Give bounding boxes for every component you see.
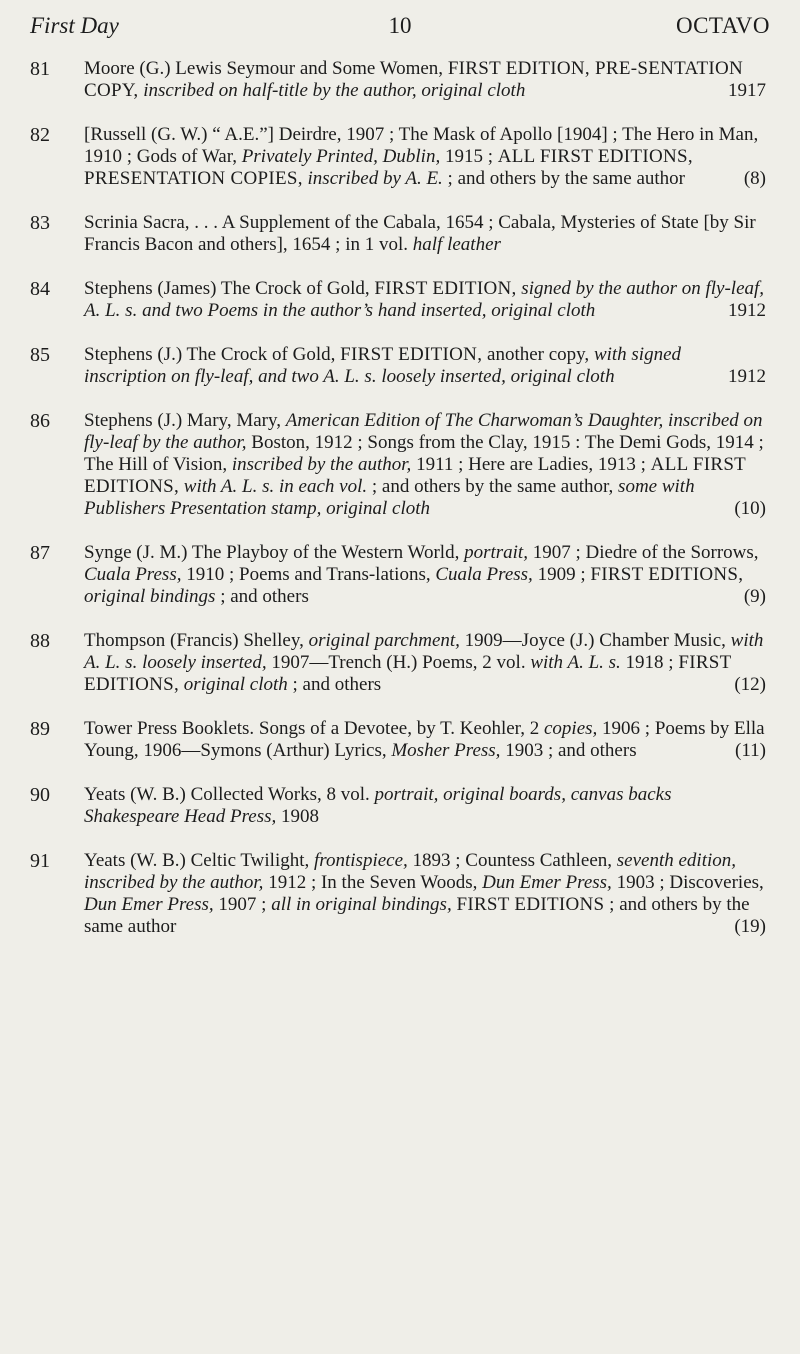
lot-date-or-count: 1912 [728,366,766,387]
lot-entry [0,718,800,762]
lot-number: 88 [30,630,50,652]
lot-number: 86 [30,410,50,432]
lot-text-segment: Yeats (W. B.) Celtic Twilight, [84,850,315,871]
lot-date-or-count: (11) [735,740,766,761]
lot-text-segment: Dun Emer Press, [482,872,612,893]
lot-text-segment: 1893 ; Countess Cathleen, [407,850,617,871]
lot-text-segment: [Russell (G. W.) “ A.E.”] Deirdre, 1907 ; The Mask of Apollo [1904] ; The Hero in Man, 1910 ; Gods of War, [84,124,759,167]
lot-number: 87 [30,542,50,564]
lot-description [84,212,766,256]
lot-text-segment: 1907 ; [213,894,272,915]
lot-text-segment: Dun Emer Press, [84,894,214,915]
header-format: OCTAVO [675,13,770,38]
lot-text-segment: 1918 ; [620,652,679,673]
lot-text-segment: 1907 ; Diedre of the Sorrows, [527,542,759,563]
lot-text-segment: with A. L. s. in each vol. [179,476,368,497]
lot-text-segment: 1911 ; Here are Ladies, 1913 ; [411,454,651,475]
lot-text-segment: Stephens (James) The Crock of Gold, [84,278,375,299]
lot-date-or-count: 1912 [728,300,766,321]
lot-text-segment: Stephens (J.) Mary, Mary, [84,410,286,431]
lot-date-or-count: (10) [734,498,766,519]
lot-text-segment: portrait, original boards, canvas backs [374,784,672,805]
lot-text-segment: ; and others by the same author [442,168,685,189]
lot-description [84,850,766,938]
lot-text-segment: half leather [412,234,501,255]
lot-text-segment: portrait, [464,542,528,563]
lot-date-or-count: (12) [734,674,766,695]
lot-text-segment: FIRST EDITION, PRE-SENTATION COPY, [84,58,744,101]
lot-description [84,718,766,762]
lot-entry [0,784,800,828]
lot-text-segment: frontispiece, [314,850,408,871]
lot-text-segment: seventh edition, inscribed by the author, [84,850,737,893]
page-header [30,6,770,46]
lot-number: 84 [30,278,50,300]
lot-text-segment: 1903 ; and others [500,740,637,761]
lot-text-segment: Privately Printed, Dublin, [241,146,441,167]
lot-text-segment: 1907—Trench (H.) Poems, 2 vol. [266,652,531,673]
lot-description [84,784,766,828]
lot-entry [0,542,800,608]
lot-text-segment: Synge (J. M.) The Playboy of the Western World, [84,542,465,563]
lot-text-segment: ALL FIRST EDITIONS, PRESENTATION COPIES, [84,146,693,189]
lot-text-segment: 1906 ; Poems by Ella Young, 1906—Symons (Arthur) Lyrics, [84,718,765,761]
lot-text-segment: Tower Press Booklets. Songs of a Devotee, by T. Keohler, 2 [84,718,544,739]
lot-text-segment: 1909 ; [532,564,591,585]
lot-text-segment: Mosher Press, [391,740,501,761]
lot-text-segment: FIRST EDITION, [340,344,483,365]
lot-number: 82 [30,124,50,146]
lot-entry [0,212,800,256]
lot-text-segment: 1910 ; Poems and Trans-lations, [181,564,436,585]
lot-text-segment: some with Publishers Presentation stamp, original cloth [84,476,695,519]
lot-text-segment: FIRST EDITIONS, [84,652,732,695]
lot-text-segment: 1908 [276,806,319,827]
lot-entry [0,344,800,388]
lot-date-or-count: (8) [743,168,766,189]
lot-text-segment: original cloth [179,674,288,695]
lot-text-segment: American Edition of The Charwoman’s Daughter, inscribed on fly-leaf by the author, [84,410,763,453]
lot-text-segment: with A. L. s. [530,652,621,673]
lot-description [84,58,766,102]
lot-text-segment: ; and others [215,586,309,607]
lot-text-segment: ALL FIRST EDITIONS, [84,454,746,497]
lot-text-segment: Thompson (Francis) Shelley, [84,630,309,651]
lot-text-segment: ; and others by the same author, [367,476,619,497]
lot-text-segment: FIRST EDITION, [374,278,517,299]
lot-list [0,58,800,960]
lot-text-segment: original bindings [84,586,216,607]
lot-text-segment: Boston, 1912 ; Songs from the Clay, 1915 : The Demi Gods, 1914 ; The Hill of Vision, [84,432,764,475]
lot-entry [0,850,800,938]
lot-date-or-count: (19) [734,916,766,937]
lot-text-segment: Shakespeare Head Press, [84,806,277,827]
lot-text-segment: another copy, [482,344,594,365]
lot-text-segment: inscribed on half-title by the author, original cloth [138,80,526,101]
lot-text-segment: 1909—Joyce (J.) Chamber Music, [459,630,731,651]
lot-description [84,124,766,190]
lot-entry [0,58,800,102]
lot-text-segment: inscribed by A. E. [302,168,443,189]
lot-text-segment: 1903 ; Discoveries, [611,872,764,893]
lot-number: 85 [30,344,50,366]
lot-text-segment: ; and others by the same author [84,894,750,937]
lot-text-segment: FIRST EDITIONS, [590,564,744,585]
lot-text-segment: Scrinia Sacra, . . . A Supplement of the Cabala, 1654 ; Cabala, Mysteries of State [by Sir Francis Bacon and others], 1654 ; in 1 vol. [84,212,756,255]
lot-text-segment: 1912 ; In the Seven Woods, [263,872,483,893]
lot-entry [0,278,800,322]
lot-description [84,542,766,608]
lot-text-segment: original parchment, [308,630,460,651]
lot-text-segment: inscribed by the author, [231,454,412,475]
lot-number: 81 [30,58,50,80]
page-number: 10 [388,13,412,38]
lot-description [84,630,766,696]
lot-number: 91 [30,850,50,872]
lot-text-segment: with A. L. s. loosely inserted, [84,630,764,673]
lot-text-segment: 1915 ; [440,146,498,167]
lot-text-segment: all in original bindings, [271,894,452,915]
lot-description [84,344,766,388]
lot-text-segment: Cuala Press, [84,564,182,585]
lot-entry [0,410,800,520]
lot-number: 83 [30,212,50,234]
lot-text-segment: Yeats (W. B.) Collected Works, 8 vol. [84,784,375,805]
lot-entry [0,630,800,696]
lot-text-segment: Moore (G.) Lewis Seymour and Some Women, [84,58,448,79]
lot-date-or-count: (9) [743,586,766,607]
lot-text-segment: signed by the author on fly-leaf, A. L. s. and two Poems in the author’s hand inserted, original cloth [84,278,765,321]
lot-number: 89 [30,718,50,740]
lot-text-segment: copies, [544,718,598,739]
lot-text-segment: Stephens (J.) The Crock of Gold, [84,344,341,365]
lot-description [84,410,766,520]
lot-text-segment: ; and others [287,674,382,695]
lot-description [84,278,766,322]
lot-text-segment: with signed inscription on fly-leaf, and two A. L. s. loosely inserted, original cloth [84,344,682,387]
lot-text-segment: Cuala Press, [435,564,533,585]
lot-date-or-count: 1917 [728,80,766,101]
lot-entry [0,124,800,190]
lot-text-segment: FIRST EDITIONS [456,894,605,915]
lot-number: 90 [30,784,50,806]
header-day: First Day [30,13,119,38]
